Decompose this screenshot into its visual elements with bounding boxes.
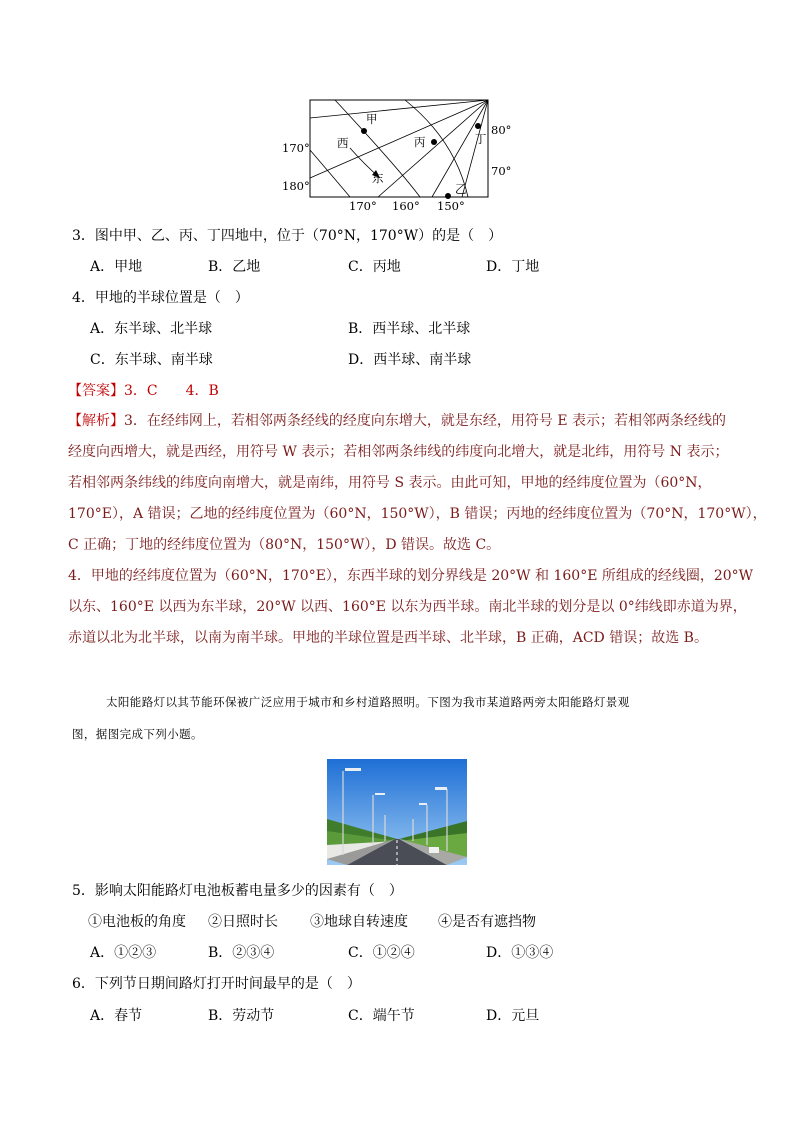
point-bing bbox=[431, 139, 437, 145]
label-west: 西 bbox=[337, 136, 349, 150]
q4-option-d: D．西半球、南半球 bbox=[348, 352, 472, 368]
q5-option-d: D．①③④ bbox=[486, 945, 554, 961]
label-ding: 丁 bbox=[475, 132, 487, 146]
q3-option-d: D．丁地 bbox=[486, 259, 540, 275]
label-east: 东 bbox=[372, 171, 384, 185]
q5-stem: 5．影响太阳能路灯电池板蓄电量多少的因素有（ ） bbox=[72, 883, 403, 899]
analysis-line: 经度向西增大，就是西经，用符号 W 表示；若相邻两条纬线的纬度向北增大，就是北纬，用符号 N 表示； bbox=[68, 444, 729, 460]
analysis-block bbox=[68, 406, 767, 654]
q3-option-c: C．丙地 bbox=[348, 259, 401, 275]
answer-line bbox=[68, 382, 219, 400]
q6-option-c: C．端午节 bbox=[348, 1008, 415, 1024]
label-lat-70: 70° bbox=[491, 164, 512, 178]
latitude-line-60 bbox=[310, 150, 350, 197]
label-lon-bottom-160: 160° bbox=[392, 199, 420, 213]
q3-stem: 3．图中甲、乙、丙、丁四地中，位于（70°N，170°W）的是（ ） bbox=[72, 228, 503, 244]
analysis-line: 以东、160°E 以西为东半球，20°W 以西、160°E 以东为西半球。南北半球的划分是以 0°纬线即赤道为界， bbox=[68, 599, 747, 615]
meridian-3 bbox=[378, 100, 488, 197]
analysis-line: 170°E），A 错误；乙地的经纬度位置为（60°N，150°W），B 错误；丙地的经纬度位置为（70°N，170°W）， bbox=[68, 506, 767, 522]
analysis-line bbox=[68, 406, 738, 437]
q6-option-a: A．春节 bbox=[90, 1008, 143, 1024]
intro-line-1: 太阳能路灯以其节能环保被广泛应用于城市和乡村道路照明。下图为我市某道路两旁太阳能路灯景观 bbox=[106, 695, 630, 709]
q4-option-c: C．东半球、南半球 bbox=[90, 352, 213, 368]
label-lon-left-180: 180° bbox=[282, 179, 310, 193]
answer-tag: 【答案】 bbox=[68, 383, 124, 399]
q6-option-d: D．元旦 bbox=[486, 1008, 540, 1024]
label-lon-left-170: 170° bbox=[282, 141, 310, 155]
q5-factor-2: ②日照时长 bbox=[208, 914, 278, 930]
q4-stem: 4．甲地的半球位置是（ ） bbox=[72, 290, 249, 306]
q5-option-a: A．①②③ bbox=[90, 945, 157, 961]
q6-option-b: B．劳动节 bbox=[208, 1008, 275, 1024]
label-jia: 甲 bbox=[366, 112, 378, 126]
label-lon-bottom-150: 150° bbox=[437, 199, 465, 213]
analysis-line: 赤道以北为北半球，以南为南半球。甲地的半球位置是西半球、北半球，B 正确，ACD 错误；故选 B。 bbox=[68, 630, 708, 646]
label-yi: 乙 bbox=[455, 182, 467, 196]
q3-option-b: B．乙地 bbox=[208, 259, 261, 275]
point-ding bbox=[475, 123, 481, 129]
q4-option-b: B．西半球、北半球 bbox=[348, 321, 471, 337]
graticule-diagram bbox=[280, 92, 520, 214]
solar-streetlight-photo bbox=[327, 759, 467, 865]
answer-text: 3．C 4．B bbox=[124, 383, 219, 399]
q5-option-b: B．②③④ bbox=[208, 945, 275, 961]
analysis-line: 若相邻两条纬线的纬度向南增大，就是南纬，用符号 S 表示。由此可知，甲地的经纬度位置为（60°N， bbox=[68, 475, 712, 491]
analysis-line: C 正确；丁地的经纬度位置为（80°N，150°W），D 错误。故选 C。 bbox=[68, 537, 501, 553]
point-jia bbox=[361, 128, 367, 134]
q5-factor-3: ③地球自转速度 bbox=[310, 914, 408, 930]
label-lon-bottom-170: 170° bbox=[349, 199, 377, 213]
q6-stem: 6．下列节日期间路灯打开时间最早的是（ ） bbox=[72, 976, 361, 992]
intro-line-2: 图，据图完成下列小题。 bbox=[72, 727, 203, 741]
q5-factor-1: ①电池板的角度 bbox=[88, 914, 186, 930]
q5-option-c: C．①②④ bbox=[348, 945, 415, 961]
analysis-tag: 【解析】 bbox=[68, 413, 124, 429]
label-bing: 丙 bbox=[414, 135, 426, 149]
analysis-text-0: 3．在经纬网上，若相邻两条经线的经度向东增大，就是东经，用符号 E 表示；若相邻两条经线的 bbox=[124, 413, 727, 429]
meridian-1 bbox=[310, 100, 488, 118]
label-lat-80: 80° bbox=[491, 123, 512, 137]
q3-option-a: A．甲地 bbox=[90, 259, 143, 275]
q5-factor-4: ④是否有遮挡物 bbox=[438, 914, 536, 930]
q4-option-a: A．东半球、北半球 bbox=[90, 321, 213, 337]
analysis-line: 4．甲地的经纬度位置为（60°N，170°E），东西半球的划分界线是 20°W 和 160°E 所组成的经线圈，20°W bbox=[68, 568, 754, 584]
